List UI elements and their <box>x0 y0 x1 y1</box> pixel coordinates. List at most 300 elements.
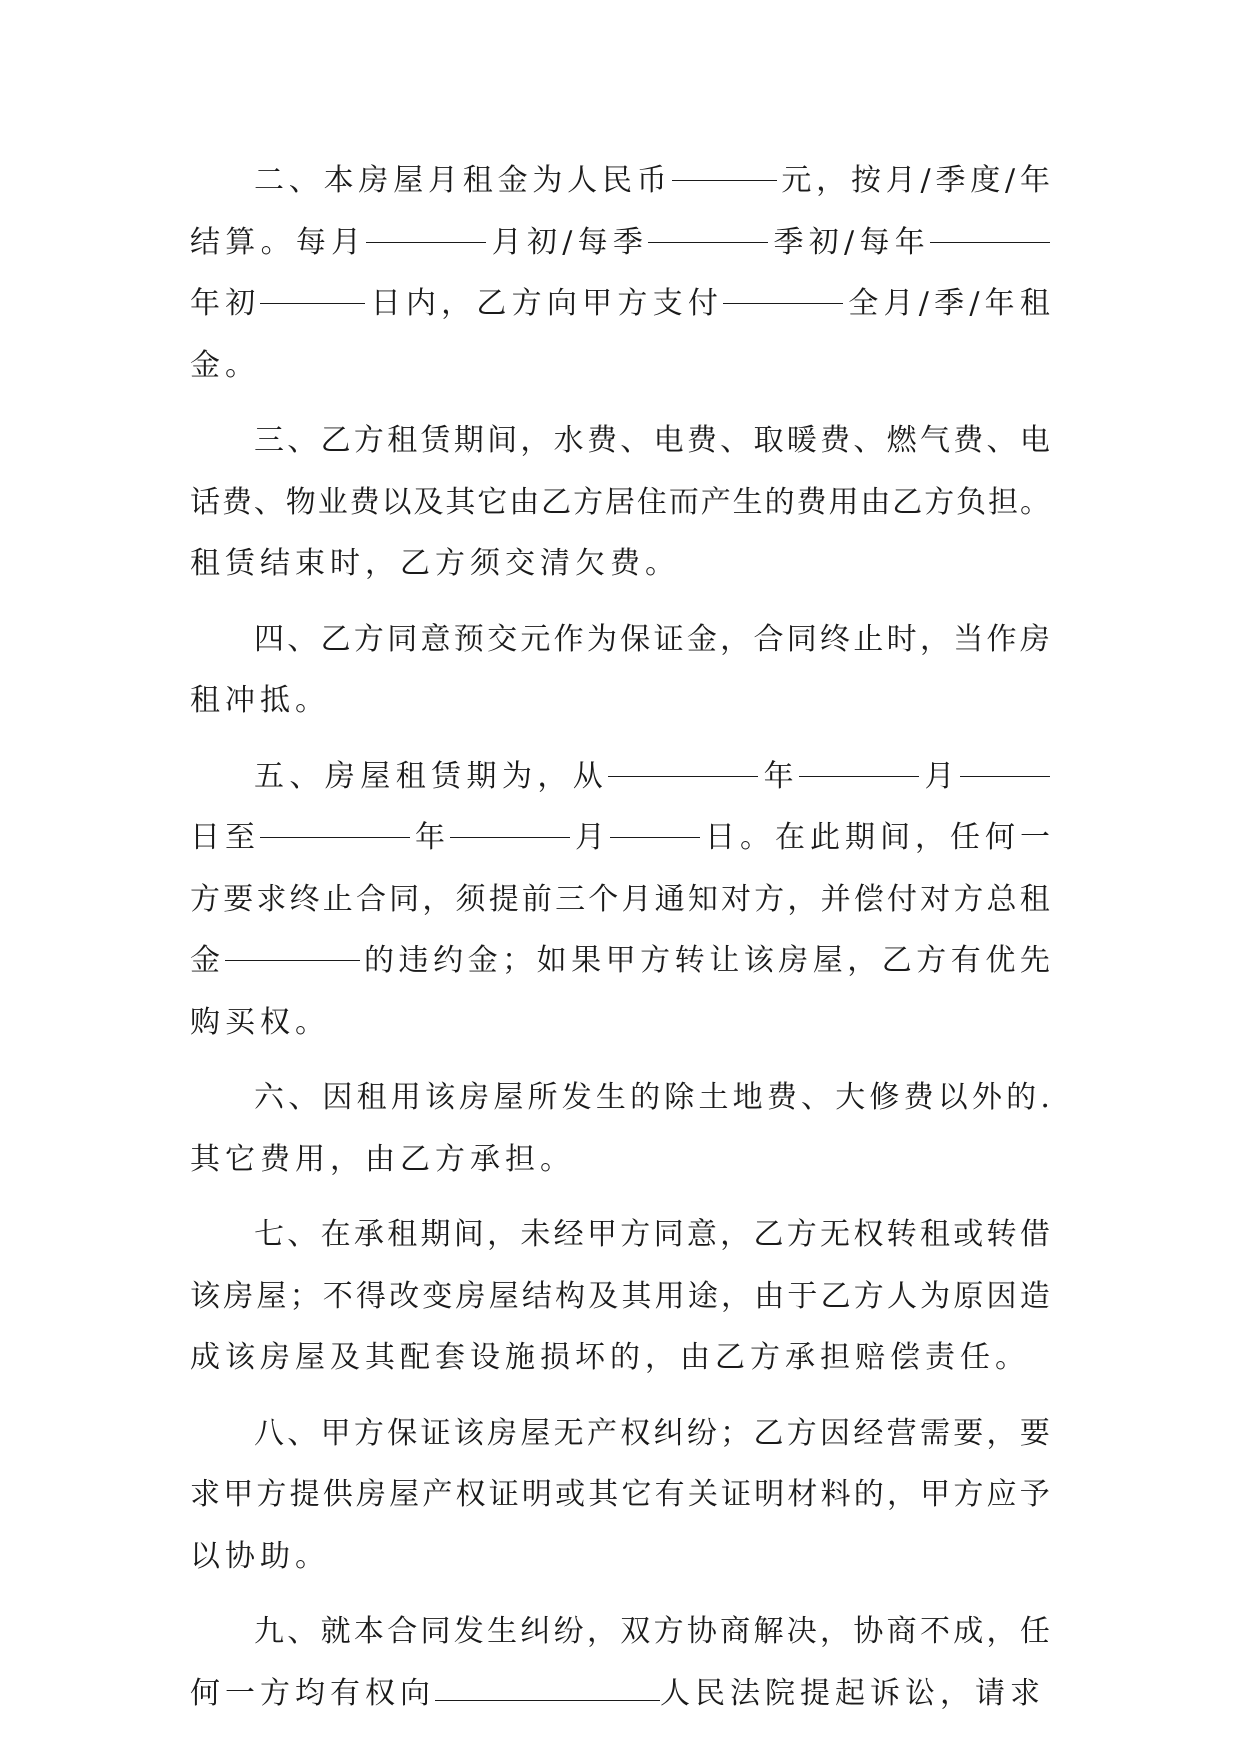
text-char: ， <box>816 163 847 198</box>
text-char: 意 <box>686 1217 717 1252</box>
text-char: 不 <box>322 1278 353 1314</box>
text-char: 租 <box>356 1080 387 1115</box>
text-char: / <box>969 286 980 321</box>
text-char: 商 <box>720 1614 751 1649</box>
text-char: 所 <box>527 1080 558 1115</box>
fill-in-blank[interactable] <box>608 746 758 777</box>
text-char: 方 <box>353 423 384 458</box>
text-char: 明 <box>521 1477 552 1512</box>
text-char: 果 <box>571 943 602 978</box>
text-char: 屋 <box>389 1477 420 1512</box>
text-char: 民 <box>601 163 632 198</box>
text-char: 用 <box>654 1278 685 1314</box>
text-char: 气 <box>919 423 950 458</box>
text-char: 日 <box>370 286 401 321</box>
text-char: 六 <box>254 1080 284 1115</box>
text-char: 租 <box>387 1217 418 1252</box>
text-char: 交 <box>487 621 518 657</box>
text-char: 付 <box>886 881 917 917</box>
text-char: 无 <box>820 1217 851 1252</box>
text-char: 就 <box>320 1614 351 1649</box>
text-line <box>190 1266 1050 1328</box>
text-char: 及 <box>588 1278 619 1314</box>
clause-paragraph <box>190 150 1050 396</box>
text-char: 纷 <box>553 1614 584 1649</box>
text-char: 年 <box>894 224 925 260</box>
clause-paragraph <box>190 410 1050 595</box>
text-char: 生 <box>595 1080 626 1115</box>
text-char: 以 <box>937 1080 968 1115</box>
text-line <box>190 1067 1050 1129</box>
text-char: 原 <box>953 1278 984 1314</box>
text-char: 有 <box>654 1477 685 1512</box>
text-char: 终 <box>289 881 320 917</box>
text-char: 暖 <box>786 423 817 458</box>
text-char: 该 <box>424 1080 455 1115</box>
text-char: 房 <box>455 1278 486 1314</box>
fill-in-blank[interactable] <box>723 273 843 304</box>
text-char: 屋 <box>520 1415 551 1451</box>
text-char: 房 <box>324 758 355 794</box>
text-char: 方 <box>653 1614 684 1649</box>
text-char: 发 <box>561 1080 592 1115</box>
text-char: 每 <box>859 224 890 260</box>
paragraph-gap <box>190 1053 1050 1067</box>
text-char: 供 <box>322 1477 353 1512</box>
text-char: 由 <box>754 1278 785 1314</box>
text-char: 币 <box>636 163 667 198</box>
text-char: 料 <box>820 1477 851 1512</box>
text-char: 乙 <box>541 484 572 520</box>
text-char: 负 <box>956 484 987 520</box>
text-char: 月 <box>427 163 458 198</box>
text-char: 间 <box>487 423 518 458</box>
text-char: 乙 <box>892 484 923 520</box>
text-char: 九 <box>254 1614 284 1649</box>
fill-in-blank[interactable] <box>260 273 365 304</box>
text-segment: 金。 <box>190 347 260 383</box>
text-char: 七 <box>254 1217 284 1252</box>
text-char: 电 <box>653 423 684 458</box>
text-char: ， <box>487 1217 518 1252</box>
clause-paragraph <box>190 1067 1050 1190</box>
text-char: 每 <box>577 224 608 260</box>
text-char: ， <box>847 943 878 978</box>
text-char: 解 <box>753 1614 784 1649</box>
text-char: 屋 <box>493 1080 524 1115</box>
text-char: 止 <box>322 881 353 917</box>
text-char: 方 <box>617 286 648 321</box>
text-char: 乙 <box>820 1278 851 1314</box>
text-char: 决 <box>786 1614 817 1649</box>
text-char: 提 <box>488 881 519 917</box>
text-char: 让 <box>709 943 740 978</box>
fill-in-blank[interactable] <box>366 212 486 243</box>
text-char: / <box>918 286 929 321</box>
text-char: 为 <box>501 758 532 794</box>
text-char: 月 <box>883 286 914 321</box>
text-char: 途 <box>687 1278 718 1314</box>
text-char: 月 <box>491 224 522 260</box>
text-char: ， <box>720 621 751 657</box>
text-char: 前 <box>521 881 552 917</box>
text-char: 结 <box>190 224 220 260</box>
text-char: 方 <box>573 484 604 520</box>
text-char: 预 <box>453 621 484 657</box>
text-char: / <box>844 224 855 260</box>
text-char: 乙 <box>476 286 507 321</box>
text-char: / <box>1005 163 1016 198</box>
text-char: 意 <box>420 621 451 657</box>
text-char: 赁 <box>431 758 462 794</box>
text-char: ， <box>886 1477 917 1512</box>
text-char: 乙 <box>753 1415 784 1451</box>
text-char: 明 <box>754 1477 785 1512</box>
text-char: 屋 <box>360 758 391 794</box>
text-char: 商 <box>886 1614 917 1649</box>
fill-in-blank[interactable] <box>799 746 919 777</box>
fill-in-blank[interactable] <box>260 807 410 838</box>
text-char: 月 <box>924 758 955 794</box>
text-char: 甲 <box>920 1477 951 1512</box>
text-char: 或 <box>555 1477 586 1512</box>
fill-in-blank[interactable] <box>930 212 1050 243</box>
text-line <box>190 1464 1050 1526</box>
text-char: 除 <box>664 1080 695 1115</box>
text-char: 期 <box>845 820 875 855</box>
text-char: 因 <box>986 1278 1017 1314</box>
text-char: 费 <box>349 484 380 520</box>
text-char: 。 <box>740 820 770 855</box>
text-char: 月 <box>331 224 362 260</box>
text-char: 费 <box>586 423 617 458</box>
text-char: 业 <box>317 484 348 520</box>
text-char: 经 <box>553 1217 584 1252</box>
text-char: 电 <box>1019 423 1050 458</box>
paragraph-gap <box>190 1587 1050 1601</box>
text-char: 个 <box>588 881 619 917</box>
text-char: 产 <box>700 484 731 520</box>
text-char: ， <box>721 1278 751 1314</box>
text-char: . <box>1040 1080 1050 1115</box>
fill-in-blank[interactable] <box>960 746 1050 777</box>
text-char: 转 <box>986 1217 1017 1252</box>
text-char: 该 <box>190 1278 220 1314</box>
text-char: ， <box>787 881 818 917</box>
text-char: 发 <box>453 1614 484 1649</box>
text-char: 、 <box>288 163 319 198</box>
text-line <box>190 410 1050 472</box>
clause-paragraph <box>190 1403 1050 1588</box>
text-line <box>190 273 1050 335</box>
text-char: 屋 <box>812 943 843 978</box>
text-char: 纠 <box>653 1415 684 1451</box>
text-char: 间 <box>880 820 910 855</box>
text-char: 因 <box>820 1415 851 1451</box>
text-char: 方 <box>953 881 984 917</box>
text-char: 金 <box>497 163 528 198</box>
text-char: 何 <box>985 820 1015 855</box>
text-char: 其 <box>588 1477 619 1512</box>
text-char: 一 <box>1020 820 1050 855</box>
text-char: ， <box>720 1217 751 1252</box>
text-char: 甲 <box>586 1217 617 1252</box>
text-char: 甲 <box>223 1477 254 1512</box>
text-char: 总 <box>986 881 1017 917</box>
text-segment: 以协助。 <box>190 1538 330 1574</box>
text-char: 租 <box>462 163 493 198</box>
text-char: 屋 <box>393 163 424 198</box>
text-char: 予 <box>1019 1477 1050 1512</box>
paragraph-gap <box>190 1190 1050 1204</box>
text-char: 其 <box>621 1278 652 1314</box>
text-char: 向 <box>546 286 577 321</box>
text-line <box>190 1601 1050 1663</box>
text-char: 房 <box>358 163 389 198</box>
text-char: 关 <box>687 1477 718 1512</box>
text-char: 年 <box>984 286 1015 321</box>
text-char: 同 <box>786 621 817 657</box>
text-char: 先 <box>1019 943 1050 978</box>
text-char: 权 <box>620 1415 651 1451</box>
text-char: 三 <box>555 881 586 917</box>
fill-in-blank[interactable] <box>610 807 700 838</box>
paragraph-gap <box>190 1389 1050 1403</box>
text-char: 年 <box>190 286 220 321</box>
text-char: 或 <box>953 1217 984 1252</box>
text-char: 它 <box>621 1477 652 1512</box>
text-char: 方 <box>353 621 384 657</box>
text-line <box>190 930 1050 992</box>
text-char: 、 <box>287 1217 318 1252</box>
text-char: 五 <box>254 758 284 794</box>
text-line <box>190 1663 1050 1725</box>
fill-in-blank[interactable] <box>450 807 570 838</box>
text-char: 间 <box>453 1217 484 1252</box>
text-char: 季 <box>773 224 804 260</box>
text-char: 房 <box>459 1080 490 1115</box>
text-char: 季 <box>612 224 643 260</box>
text-char: 支 <box>652 286 683 321</box>
fill-in-blank[interactable] <box>435 1670 660 1701</box>
text-char: 方 <box>620 1217 651 1252</box>
text-char: 在 <box>775 820 805 855</box>
fill-in-blank[interactable] <box>225 930 360 961</box>
text-char: 的 <box>853 1477 884 1512</box>
text-char: 金 <box>190 943 220 978</box>
text-char: 的 <box>364 943 395 978</box>
text-char: 变 <box>422 1278 453 1314</box>
text-char: / <box>562 224 573 260</box>
text-char: 燃 <box>886 423 917 458</box>
text-char: 合 <box>753 621 784 657</box>
text-char: 季 <box>935 163 966 198</box>
text-char: 本 <box>353 1614 384 1649</box>
text-char: 日 <box>705 820 735 855</box>
text-char: 初 <box>526 224 557 260</box>
text-char: 方 <box>786 1415 817 1451</box>
text-char: 从 <box>572 758 603 794</box>
text-char: 费 <box>903 1080 934 1115</box>
text-segment: 何一方均有权向 <box>190 1675 435 1711</box>
text-char: 作 <box>553 621 584 657</box>
text-char: ， <box>586 1614 617 1649</box>
text-char: 乙 <box>320 621 351 657</box>
text-char: 、 <box>287 621 318 657</box>
text-char: 费 <box>766 1080 797 1115</box>
clause-paragraph <box>190 1601 1050 1724</box>
text-char: 屋 <box>256 1278 287 1314</box>
text-char: 当 <box>953 621 984 657</box>
text-char: 有 <box>950 943 981 978</box>
text-char: 二 <box>254 163 284 198</box>
text-char: 费 <box>820 423 851 458</box>
text-char: 、 <box>801 1080 831 1115</box>
text-char: 的 <box>1006 1080 1037 1115</box>
text-char: / <box>920 163 931 198</box>
clause-paragraph <box>190 746 1050 1054</box>
text-char: 房 <box>487 1415 518 1451</box>
text-char: 终 <box>820 621 851 657</box>
text-char: 结 <box>521 1278 552 1314</box>
text-char: 、 <box>287 1614 318 1649</box>
text-char: 生 <box>487 1614 518 1649</box>
text-char: ； <box>720 1415 751 1451</box>
text-char: 元 <box>520 621 551 657</box>
text-char: 本 <box>323 163 354 198</box>
text-char: 方 <box>754 881 785 917</box>
text-char: 费 <box>796 484 827 520</box>
fill-in-blank[interactable] <box>648 212 768 243</box>
text-char: ， <box>919 621 950 657</box>
text-char: 造 <box>1019 1278 1050 1314</box>
text-char: 证 <box>721 1477 751 1512</box>
text-char: 方 <box>256 1477 287 1512</box>
text-char: 其 <box>445 484 476 520</box>
text-char: 方 <box>924 484 955 520</box>
text-char: 、 <box>620 423 651 458</box>
document-page <box>190 150 1050 1724</box>
text-char: 产 <box>586 1415 617 1451</box>
text-char: 八 <box>254 1415 284 1451</box>
text-char: 方 <box>953 1477 984 1512</box>
text-line <box>190 212 1050 274</box>
text-char: 改 <box>389 1278 420 1314</box>
text-char: 通 <box>654 881 685 917</box>
text-char: ， <box>537 758 568 794</box>
paragraph-gap <box>190 595 1050 609</box>
text-line <box>190 807 1050 869</box>
text-char: 按 <box>850 163 881 198</box>
text-char: 承 <box>353 1217 384 1252</box>
text-char: 租 <box>919 1217 950 1252</box>
text-char: 日 <box>190 820 220 855</box>
text-char: 房 <box>1019 621 1050 657</box>
text-char: 合 <box>355 881 386 917</box>
text-char: 四 <box>254 621 284 657</box>
text-char: 止 <box>853 621 884 657</box>
text-line <box>190 335 1050 397</box>
text-char: 及 <box>413 484 444 520</box>
text-char: 、 <box>253 484 284 520</box>
fill-in-blank[interactable] <box>672 150 777 181</box>
text-char: ， <box>986 1614 1017 1649</box>
text-char: 年 <box>1019 163 1050 198</box>
text-char: 期 <box>453 423 484 458</box>
text-line <box>190 150 1050 212</box>
text-segment: 购买权。 <box>190 1004 330 1040</box>
text-char: 证 <box>488 1477 519 1512</box>
text-char: 、 <box>287 1415 318 1451</box>
text-line <box>190 746 1050 808</box>
text-char: 它 <box>477 484 508 520</box>
text-char: 乙 <box>753 1217 784 1252</box>
text-char: 转 <box>886 1217 917 1252</box>
text-char: 房 <box>223 1278 254 1314</box>
paragraph-gap <box>190 732 1050 746</box>
text-char: 同 <box>387 621 418 657</box>
text-char: 产 <box>422 1477 453 1512</box>
text-char: 为 <box>920 1278 951 1314</box>
text-char: ， <box>915 820 945 855</box>
text-segment: 人民法院提起诉讼，请求 <box>660 1675 1045 1711</box>
text-char: 违 <box>398 943 429 978</box>
text-char: 同 <box>653 1217 684 1252</box>
text-char: 借 <box>1019 1217 1050 1252</box>
text-char: 因 <box>322 1080 353 1115</box>
text-char: 。 <box>260 224 291 260</box>
text-char: 方 <box>640 943 671 978</box>
text-char: 同 <box>420 1614 451 1649</box>
text-char: 方 <box>353 1415 384 1451</box>
text-char: 保 <box>620 621 651 657</box>
text-char: 付 <box>687 286 718 321</box>
text-char: 合 <box>387 1614 418 1649</box>
text-char: 物 <box>285 484 316 520</box>
text-char: 方 <box>786 1217 817 1252</box>
text-char: 该 <box>453 1415 484 1451</box>
text-char: 并 <box>820 881 851 917</box>
text-line <box>190 992 1050 1054</box>
text-char: 甲 <box>605 943 636 978</box>
text-char: 协 <box>853 1614 884 1649</box>
text-segment: 其它费用，由乙方承担。 <box>190 1141 575 1177</box>
text-char: ； <box>289 1278 320 1314</box>
text-char: 。 <box>1019 484 1050 520</box>
text-char: 修 <box>869 1080 900 1115</box>
text-char: 优 <box>985 943 1016 978</box>
text-char: 的 <box>630 1080 661 1115</box>
text-char: 时 <box>886 621 917 657</box>
text-char: 须 <box>455 881 486 917</box>
text-char: 元 <box>781 163 812 198</box>
text-char: ， <box>441 286 472 321</box>
text-char: 为 <box>532 163 563 198</box>
text-char: 同 <box>389 881 420 917</box>
text-char: 方 <box>511 286 542 321</box>
text-char: ； <box>502 943 533 978</box>
text-char: 构 <box>555 1278 586 1314</box>
text-char: 费 <box>686 423 717 458</box>
text-char: 如 <box>536 943 567 978</box>
text-char: 、 <box>720 423 751 458</box>
text-char: 协 <box>686 1614 717 1649</box>
text-char: 任 <box>1019 1614 1050 1649</box>
text-char: 用 <box>828 484 859 520</box>
text-char: 金 <box>686 621 717 657</box>
text-char: 年 <box>763 758 794 794</box>
text-char: 作 <box>986 621 1017 657</box>
